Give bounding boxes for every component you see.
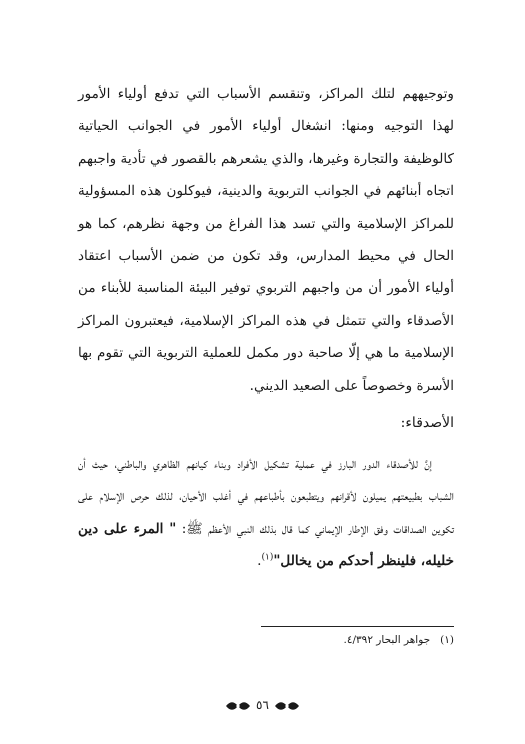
page-number: ٥٦: [256, 698, 269, 712]
ornament-right-icon: [224, 701, 252, 711]
footnote-text: جواهر البحار ٤/٣٩٢.: [343, 634, 431, 646]
footnote-divider: [261, 626, 454, 627]
hadith-quote: " المرء على دين خليله، فلينظر أحدكم من يخالل": [78, 520, 454, 570]
footnote: [154, 632, 454, 648]
paragraph-1: وتوجيههم لتلك المراكز، وتنقسم الأسباب التي تدفع أولياء الأمور لهذا التوجيه ومنها: انشغال أولياء الأمور في الجوانب الحياتية كالوظيفة والتجارة وغيرها، والذي يشعرهم بالقصور في تأدية واجبهم اتجاه أبنائهم في الجوانب التربوية والدينية، فيوكلون هذه المسؤولية للمراكز الإسلامية والتي تسد هذا الفراغ من وجهة نظرهم، كما هو الحال في محيط المدارس، وقد تكون من ضمن الأسباب اعتقاد أولياء الأمور أن من واجبهم التربوي توفير البيئة المناسبة للأبناء من الأصدقاء والتي تتمثل في هذه المراكز الإسلامية، فيعتبرون المراكز الإسلامية ما هي إلّا صاحبة دور مكمل للعملية التربوية التي تقوم بها الأسرة وخصوصاً على الصعيد الديني.: [78, 86, 454, 394]
page-number-area: [0, 698, 525, 712]
footnote-number: (١): [440, 634, 454, 646]
paragraph-2-text: إنَّ للأصدقاء الدور البارز في عملية تشكيل الأفراد وبناء كيانهم الظاهري والباطني، حيث أن الشباب بطبيعتهم يميلون لأقرانهم ويتطبعون بأطباعهم في أغلب الأحيان، لذلك حرص الإسلام على تكوين الصداقات وفق الإطار الإيماني كما قال بذلك النبي الأعظم ﷺ:: [78, 456, 454, 537]
end-punctuation: .: [257, 553, 262, 570]
footnote-reference[interactable]: (١): [261, 552, 274, 563]
paragraph-2: [78, 448, 454, 578]
section-heading: الأصدقاء:: [400, 415, 454, 432]
body-text: [78, 78, 454, 578]
ornament-left-icon: [273, 701, 301, 711]
